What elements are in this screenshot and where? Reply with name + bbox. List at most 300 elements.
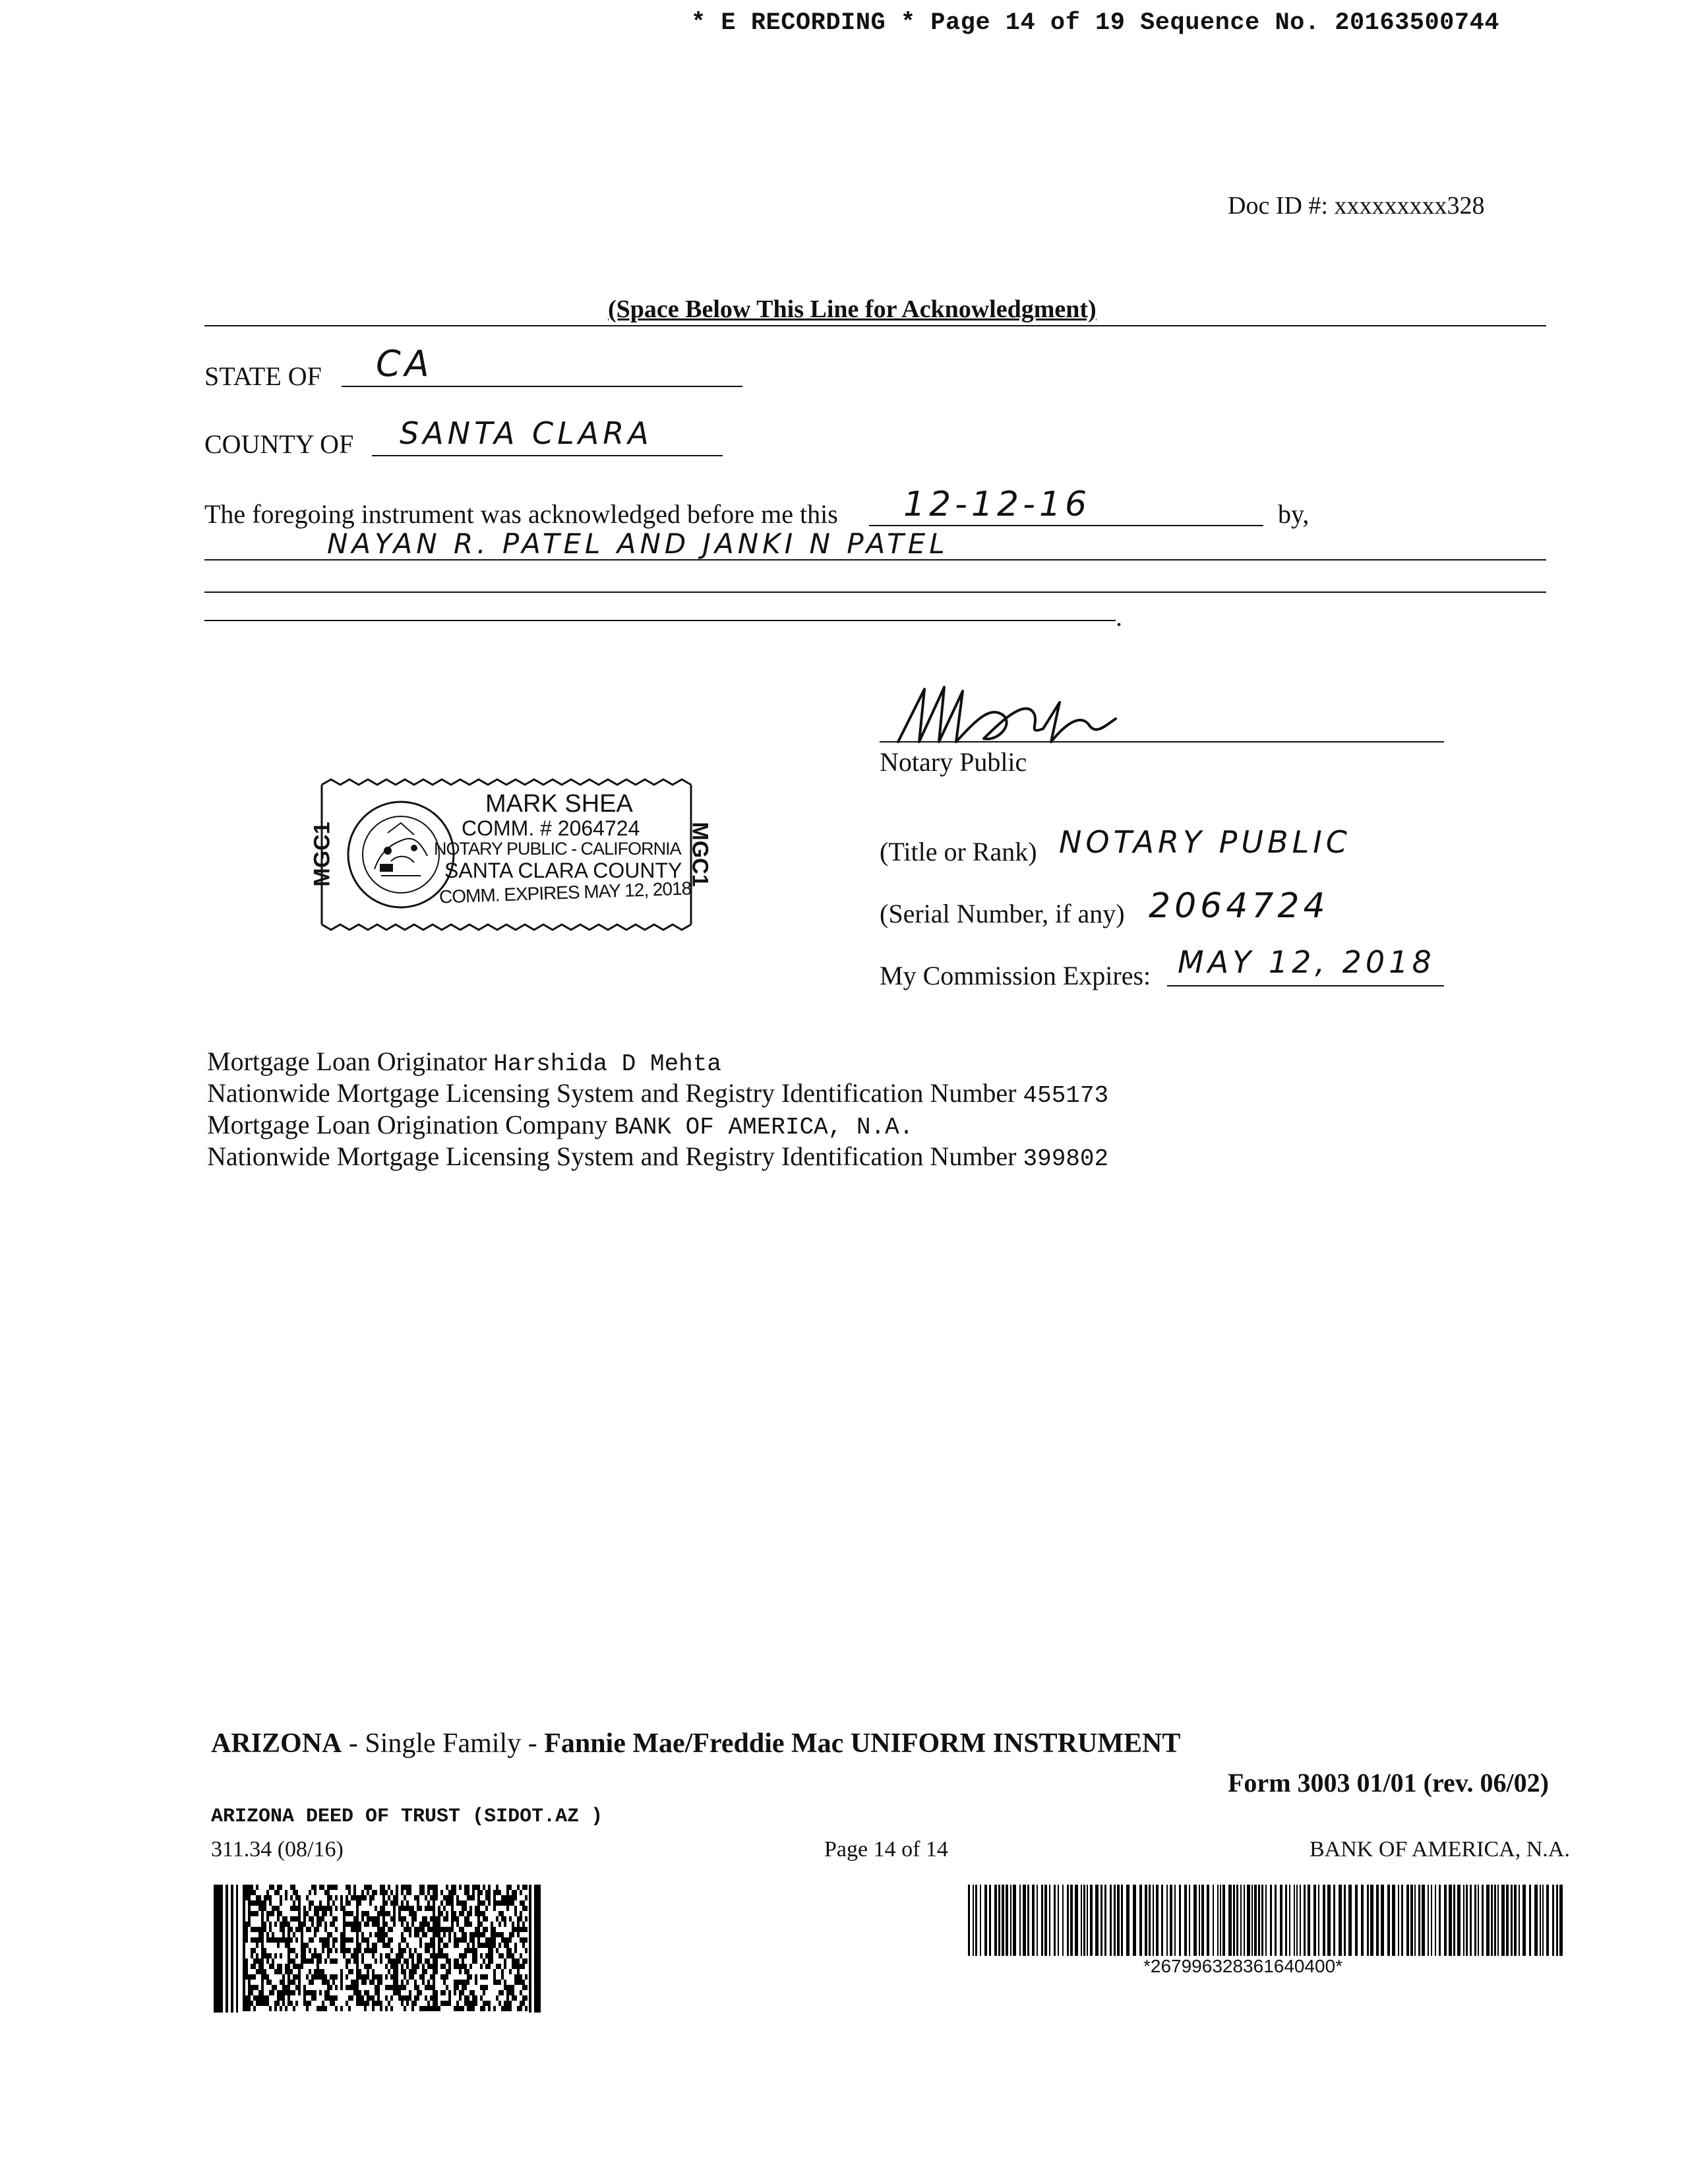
footer-bank: BANK OF AMERICA, N.A. bbox=[1310, 1837, 1570, 1862]
barcode-module bbox=[348, 2006, 351, 2011]
barcode-module bbox=[280, 1990, 282, 1995]
barcode-module bbox=[303, 1958, 306, 1964]
barcode-module bbox=[396, 1990, 398, 1995]
barcode-module bbox=[245, 1958, 248, 1964]
barcode-module bbox=[351, 1985, 353, 1990]
notary-public-label: Notary Public bbox=[880, 747, 1027, 777]
barcode-module bbox=[488, 1895, 491, 1900]
barcode-module bbox=[448, 1969, 451, 1974]
barcode-module bbox=[282, 1916, 285, 1922]
barcode-module bbox=[343, 1953, 346, 1958]
barcode-module bbox=[359, 1895, 361, 1900]
barcode-module bbox=[261, 1911, 264, 1916]
barcode-bar bbox=[1285, 1885, 1287, 1956]
barcode-module bbox=[343, 1932, 346, 1937]
barcode-module bbox=[512, 1890, 514, 1895]
barcode-module bbox=[243, 1895, 245, 1900]
barcode-module bbox=[477, 1911, 480, 1916]
barcode-module bbox=[356, 1922, 359, 1927]
barcode-module bbox=[498, 1964, 501, 1969]
barcode-module bbox=[364, 1895, 367, 1900]
barcode-module bbox=[332, 1937, 335, 1943]
barcode-module bbox=[509, 1895, 512, 1900]
barcode-module bbox=[485, 1953, 488, 1958]
barcode-module bbox=[282, 2001, 285, 2006]
barcode-module bbox=[404, 1995, 406, 2001]
barcode-module bbox=[309, 1969, 311, 1974]
barcode-module bbox=[335, 1885, 338, 1890]
barcode-module bbox=[504, 2001, 506, 2006]
barcode-module bbox=[451, 1922, 454, 1927]
barcode-module bbox=[430, 2006, 433, 2011]
acknowledgment-date: 12-12-16 bbox=[903, 485, 1091, 524]
barcode-module bbox=[335, 1927, 338, 1932]
barcode-module bbox=[280, 1953, 282, 1958]
barcode-module bbox=[469, 1932, 472, 1937]
barcode-module bbox=[488, 2001, 491, 2006]
barcode-module bbox=[266, 1953, 269, 1958]
barcode-module bbox=[427, 2001, 430, 2006]
barcode-module bbox=[290, 1948, 293, 1953]
barcode-module bbox=[485, 1943, 488, 1948]
barcode-module bbox=[316, 1922, 319, 1927]
barcode-module bbox=[498, 1943, 501, 1948]
barcode-bar bbox=[1166, 1885, 1168, 1956]
barcode-module bbox=[356, 1932, 359, 1937]
barcode-module bbox=[272, 1958, 274, 1964]
barcode-module bbox=[401, 1916, 404, 1922]
barcode-module bbox=[525, 1885, 528, 1890]
barcode-module bbox=[327, 1980, 330, 1985]
barcode-module bbox=[356, 1990, 359, 1995]
barcode-module bbox=[290, 1969, 293, 1974]
barcode-module bbox=[348, 1995, 351, 2001]
barcode-module bbox=[251, 1974, 253, 1980]
barcode-module bbox=[506, 1953, 509, 1958]
barcode-module bbox=[435, 1990, 438, 1995]
barcode-module bbox=[382, 1932, 385, 1937]
barcode-module bbox=[261, 1943, 264, 1948]
barcode-module bbox=[467, 1911, 469, 1916]
barcode-module bbox=[396, 1885, 398, 1890]
barcode-module bbox=[469, 1990, 472, 1995]
barcode-module bbox=[522, 1985, 525, 1990]
barcode-module bbox=[462, 1906, 464, 1911]
barcode-module bbox=[435, 1922, 438, 1927]
barcode-module bbox=[401, 1948, 404, 1953]
barcode-module bbox=[443, 1990, 446, 1995]
barcode-module bbox=[517, 1980, 520, 1985]
barcode-module bbox=[314, 1969, 316, 1974]
barcode-bar bbox=[1333, 1885, 1335, 1956]
barcode-module bbox=[382, 1895, 385, 1900]
barcode-module bbox=[343, 1906, 346, 1911]
barcode-module bbox=[443, 1953, 446, 1958]
barcode-module bbox=[396, 1964, 398, 1969]
barcode-module bbox=[332, 2001, 335, 2006]
barcode-module bbox=[243, 1953, 245, 1958]
barcode-module bbox=[477, 1895, 480, 1900]
barcode-module bbox=[253, 1890, 256, 1895]
barcode-module bbox=[514, 1911, 517, 1916]
barcode-module bbox=[477, 1922, 480, 1927]
barcode-module bbox=[293, 1885, 295, 1890]
barcode-module bbox=[256, 1953, 258, 1958]
barcode-bar bbox=[1261, 1885, 1263, 1956]
barcode-module bbox=[419, 1953, 422, 1958]
barcode-bar bbox=[1387, 1885, 1390, 1956]
barcode-module bbox=[419, 1906, 422, 1911]
barcode-module bbox=[517, 1916, 520, 1922]
barcode-module bbox=[488, 1890, 491, 1895]
barcode-module bbox=[277, 1890, 280, 1895]
barcode-module bbox=[422, 1932, 425, 1937]
barcode-module bbox=[509, 1900, 512, 1906]
barcode-bar bbox=[1174, 1885, 1176, 1956]
barcode-module bbox=[285, 1922, 287, 1927]
barcode-module bbox=[419, 1958, 422, 1964]
barcode-module bbox=[359, 1969, 361, 1974]
barcode-module bbox=[409, 1906, 411, 1911]
barcode-module bbox=[372, 1969, 375, 1974]
barcode-module bbox=[440, 2001, 443, 2006]
barcode-bar bbox=[1228, 1885, 1232, 1956]
barcode-module bbox=[298, 1974, 301, 1980]
barcode-module bbox=[269, 1980, 272, 1985]
barcode-module bbox=[282, 1995, 285, 2001]
barcode-module bbox=[295, 1927, 298, 1932]
barcode-module bbox=[377, 1974, 380, 1980]
barcode-module bbox=[243, 1958, 245, 1964]
barcode-module bbox=[425, 1895, 427, 1900]
barcode-module bbox=[295, 2001, 298, 2006]
barcode-module bbox=[440, 1990, 443, 1995]
barcode-module bbox=[332, 1900, 335, 1906]
barcode-module bbox=[382, 1916, 385, 1922]
barcode-module bbox=[534, 1885, 541, 2013]
barcode-module bbox=[520, 1927, 522, 1932]
barcode-module bbox=[274, 2006, 277, 2011]
barcode-module bbox=[356, 1900, 359, 1906]
barcode-bar bbox=[998, 1885, 1000, 1956]
barcode-module bbox=[417, 1900, 419, 1906]
barcode-bar bbox=[1410, 1885, 1413, 1956]
barcode-module bbox=[520, 1990, 522, 1995]
barcode-bar bbox=[1344, 1885, 1346, 1956]
barcode-bar bbox=[1453, 1885, 1455, 1956]
barcode-bar bbox=[1348, 1885, 1352, 1956]
barcode-module bbox=[464, 1900, 467, 1906]
barcode-module bbox=[443, 1916, 446, 1922]
barcode-module bbox=[417, 1932, 419, 1937]
barcode-module bbox=[464, 1948, 467, 1953]
barcode-bar bbox=[1559, 1885, 1563, 1956]
barcode-module bbox=[517, 1885, 520, 1890]
barcode-module bbox=[506, 1985, 509, 1990]
barcode-module bbox=[298, 1927, 301, 1932]
barcode-module bbox=[248, 1911, 251, 1916]
barcode-module bbox=[285, 1890, 287, 1895]
barcode-module bbox=[285, 1943, 287, 1948]
barcode-module bbox=[377, 1985, 380, 1990]
barcode-module bbox=[261, 1906, 264, 1911]
barcode-module bbox=[430, 1985, 433, 1990]
barcode-module bbox=[385, 1900, 388, 1906]
barcode-module bbox=[282, 1932, 285, 1937]
barcode-module bbox=[401, 1932, 404, 1937]
barcode-module bbox=[440, 1890, 443, 1895]
barcode-module bbox=[459, 2006, 462, 2011]
barcode-bar bbox=[1114, 1885, 1116, 1956]
county-value: SANTA CLARA bbox=[400, 415, 653, 451]
barcode-module bbox=[322, 1916, 324, 1922]
barcode-module bbox=[411, 1906, 414, 1911]
barcode-module bbox=[285, 1964, 287, 1969]
barcode-module bbox=[433, 1895, 435, 1900]
barcode-module bbox=[414, 1927, 417, 1932]
barcode-module bbox=[348, 1890, 351, 1895]
barcode-module bbox=[443, 1980, 446, 1985]
barcode-module bbox=[401, 1890, 404, 1895]
barcode-module bbox=[491, 1932, 493, 1937]
barcode-module bbox=[319, 1974, 322, 1980]
barcode-module bbox=[287, 1958, 290, 1964]
barcode-module bbox=[269, 1964, 272, 1969]
barcode-module bbox=[411, 2006, 414, 2011]
barcode-module bbox=[438, 1932, 440, 1937]
barcode-module bbox=[506, 1995, 509, 2001]
barcode-module bbox=[440, 1937, 443, 1943]
barcode-module bbox=[251, 1985, 253, 1990]
barcode-module bbox=[269, 1937, 272, 1943]
barcode-bar bbox=[1470, 1885, 1472, 1956]
barcode-module bbox=[385, 1953, 388, 1958]
barcode-module bbox=[390, 1890, 393, 1895]
barcode-module bbox=[512, 1990, 514, 1995]
barcode-module bbox=[483, 1990, 485, 1995]
barcode-module bbox=[309, 1916, 311, 1922]
barcode-module bbox=[364, 1937, 367, 1943]
barcode-module bbox=[504, 1900, 506, 1906]
barcode-module bbox=[316, 1906, 319, 1911]
barcode-module bbox=[372, 1980, 375, 1985]
barcode-module bbox=[319, 2006, 322, 2011]
stamp-name: MARK SHEA bbox=[485, 790, 633, 818]
barcode-module bbox=[364, 1922, 367, 1927]
barcode-bar bbox=[1104, 1885, 1106, 1956]
barcode-module bbox=[380, 1932, 382, 1937]
barcode-module bbox=[269, 1922, 272, 1927]
barcode-module bbox=[351, 1927, 353, 1932]
barcode-module bbox=[472, 1948, 475, 1953]
barcode-module bbox=[335, 1958, 338, 1964]
barcode-module bbox=[287, 1980, 290, 1985]
barcode-module bbox=[464, 1985, 467, 1990]
barcode-module bbox=[243, 2006, 245, 2011]
barcode-module bbox=[314, 1885, 316, 1890]
barcode-module bbox=[340, 1948, 343, 1953]
barcode-module bbox=[398, 1985, 401, 1990]
barcode-module bbox=[477, 1927, 480, 1932]
barcode-module bbox=[506, 2006, 509, 2011]
barcode-module bbox=[480, 1890, 483, 1895]
barcode-module bbox=[375, 1932, 377, 1937]
barcode-module bbox=[290, 1895, 293, 1900]
barcode-module bbox=[372, 2001, 375, 2006]
barcode-module bbox=[332, 1958, 335, 1964]
barcode-module bbox=[390, 1916, 393, 1922]
barcode-module bbox=[464, 1980, 467, 1985]
barcode-module bbox=[319, 1885, 322, 1890]
barcode-module bbox=[467, 1995, 469, 2001]
barcode-module bbox=[372, 1948, 375, 1953]
barcode-bar bbox=[1002, 1885, 1004, 1956]
barcode-module bbox=[456, 1937, 459, 1943]
barcode-bar bbox=[1519, 1885, 1520, 1956]
barcode-module bbox=[306, 1958, 309, 1964]
barcode-module bbox=[251, 2001, 253, 2006]
barcode-module bbox=[380, 1890, 382, 1895]
barcode-module bbox=[272, 1990, 274, 1995]
barcode-bar bbox=[1049, 1885, 1050, 1956]
barcode-module bbox=[314, 1995, 316, 2001]
barcode-module bbox=[261, 1922, 264, 1927]
barcode-module bbox=[311, 1990, 314, 1995]
barcode-module bbox=[393, 1906, 396, 1911]
barcode-module bbox=[385, 1922, 388, 1927]
barcode-module bbox=[464, 1916, 467, 1922]
barcode-module bbox=[311, 1900, 314, 1906]
barcode-module bbox=[438, 1911, 440, 1916]
barcode-module bbox=[475, 1906, 477, 1911]
barcode-module bbox=[522, 1958, 525, 1964]
barcode-module bbox=[380, 1906, 382, 1911]
barcode-module bbox=[501, 1916, 504, 1922]
barcode-module bbox=[351, 1969, 353, 1974]
barcode-module bbox=[264, 1900, 266, 1906]
barcode-module bbox=[330, 1958, 332, 1964]
barcode-bar bbox=[1376, 1885, 1379, 1956]
barcode-module bbox=[462, 1958, 464, 1964]
barcode-bar bbox=[1398, 1885, 1399, 1956]
barcode-module bbox=[501, 1911, 504, 1916]
barcode-module bbox=[303, 1916, 306, 1922]
barcode-module bbox=[256, 1985, 258, 1990]
barcode-module bbox=[512, 1964, 514, 1969]
barcode-module bbox=[301, 1948, 303, 1953]
barcode-module bbox=[485, 1985, 488, 1990]
barcode-module bbox=[393, 1911, 396, 1916]
barcode-module bbox=[459, 1937, 462, 1943]
barcode-module bbox=[448, 2001, 451, 2006]
barcode-module bbox=[498, 2001, 501, 2006]
barcode-bar bbox=[1381, 1885, 1384, 1956]
barcode-module bbox=[287, 1922, 290, 1927]
barcode-bar bbox=[1236, 1885, 1238, 1956]
barcode-module bbox=[340, 1906, 343, 1911]
barcode-module bbox=[243, 1980, 245, 1985]
footer-fannie: Fannie Mae/Freddie Mac UNIFORM INSTRUMENT bbox=[544, 1728, 1181, 1759]
barcode-module bbox=[361, 1958, 364, 1964]
barcode-module bbox=[485, 2001, 488, 2006]
barcode-module bbox=[446, 1943, 448, 1948]
barcode-module bbox=[406, 1890, 409, 1895]
barcode-module bbox=[388, 1953, 390, 1958]
barcode-module bbox=[462, 1937, 464, 1943]
barcode-module bbox=[491, 1943, 493, 1948]
barcode-module bbox=[498, 1953, 501, 1958]
barcode-module bbox=[253, 1985, 256, 1990]
barcode-module bbox=[356, 1995, 359, 2001]
barcode-module bbox=[398, 1916, 401, 1922]
barcode-module bbox=[277, 1937, 280, 1943]
nmls-id-1: 455173 bbox=[1023, 1082, 1109, 1109]
barcode-module bbox=[266, 1911, 269, 1916]
barcode-module bbox=[311, 1916, 314, 1922]
barcode-module bbox=[314, 1953, 316, 1958]
barcode-bar bbox=[989, 1885, 991, 1956]
barcode-module bbox=[393, 1916, 396, 1922]
barcode-module bbox=[301, 1943, 303, 1948]
barcode-module bbox=[356, 1958, 359, 1964]
barcode-module bbox=[411, 1974, 414, 1980]
barcode-module bbox=[314, 1948, 316, 1953]
barcode-module bbox=[520, 2001, 522, 2006]
barcode-module bbox=[488, 2006, 491, 2011]
barcode-module bbox=[406, 1922, 409, 1927]
barcode-module bbox=[261, 1985, 264, 1990]
pdf417-barcode bbox=[214, 1885, 541, 2013]
barcode-module bbox=[282, 1985, 285, 1990]
barcode-bar bbox=[1422, 1885, 1425, 1956]
barcode-module bbox=[377, 2001, 380, 2006]
stamp-side-code-left: MGC1 bbox=[309, 822, 335, 887]
barcode-module bbox=[359, 1922, 361, 1927]
barcode-module bbox=[243, 1995, 245, 2001]
barcode-module bbox=[396, 1958, 398, 1964]
barcode-module bbox=[388, 1911, 390, 1916]
barcode-module bbox=[287, 1990, 290, 1995]
barcode-module bbox=[380, 1958, 382, 1964]
barcode-module bbox=[464, 1932, 467, 1937]
barcode-module bbox=[512, 1958, 514, 1964]
barcode-module bbox=[377, 1922, 380, 1927]
barcode-module bbox=[525, 1927, 528, 1932]
barcode-module bbox=[406, 1943, 409, 1948]
barcode-module bbox=[293, 1948, 295, 1953]
barcode-number: *267996328361640400* bbox=[1143, 1956, 1343, 1976]
barcode-module bbox=[258, 2001, 261, 2006]
barcode-module bbox=[364, 1948, 367, 1953]
barcode-module bbox=[340, 1943, 343, 1948]
barcode-module bbox=[498, 1890, 501, 1895]
barcode-module bbox=[390, 1927, 393, 1932]
barcode-module bbox=[448, 1995, 451, 2001]
barcode-module bbox=[298, 1969, 301, 1974]
barcode-module bbox=[525, 1906, 528, 1911]
barcode-module bbox=[433, 1969, 435, 1974]
barcode-module bbox=[427, 1922, 430, 1927]
barcode-module bbox=[351, 1995, 353, 2001]
barcode-module bbox=[504, 1943, 506, 1948]
barcode-module bbox=[311, 1958, 314, 1964]
barcode-module bbox=[435, 1969, 438, 1974]
barcode-module bbox=[245, 1995, 248, 2001]
barcode-module bbox=[430, 1927, 433, 1932]
barcode-module bbox=[335, 1948, 338, 1953]
barcode-module bbox=[456, 1895, 459, 1900]
barcode-module bbox=[253, 1964, 256, 1969]
